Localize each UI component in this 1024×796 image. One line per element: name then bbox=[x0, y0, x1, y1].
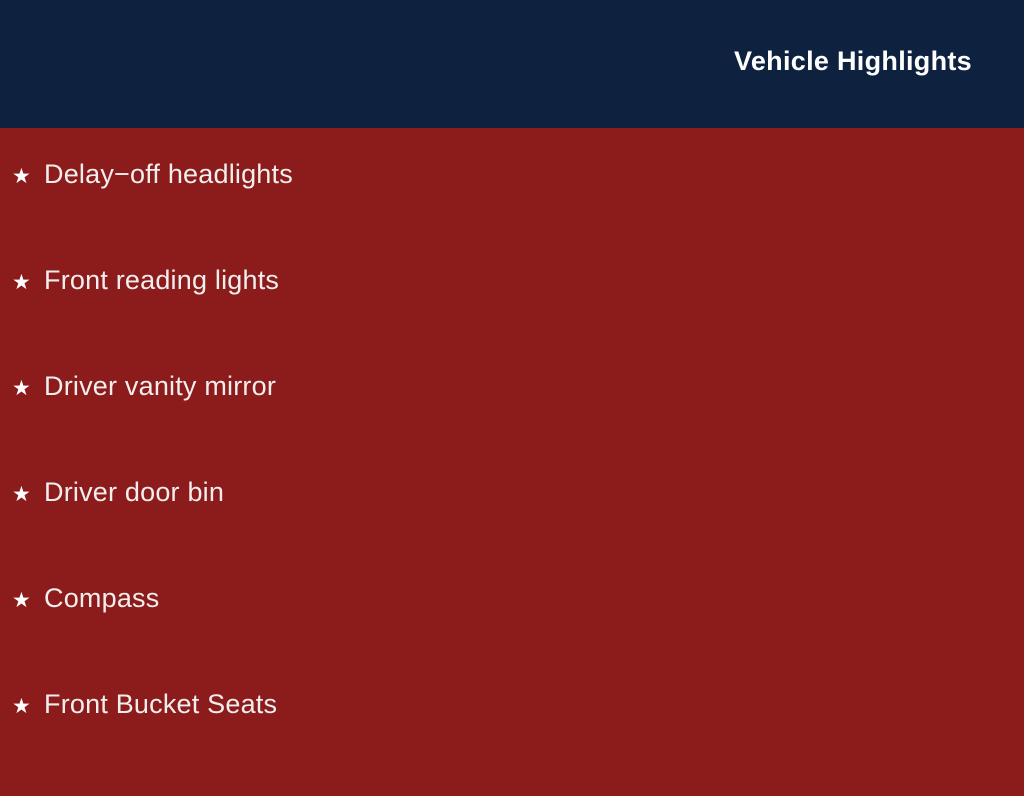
list-item bbox=[0, 266, 1024, 372]
slide-header-bar bbox=[0, 0, 1024, 128]
list-item-label: Delay−off headlights bbox=[44, 159, 293, 189]
list-item-label: Front Bucket Seats bbox=[44, 689, 278, 719]
list-item bbox=[0, 584, 1024, 690]
list-item bbox=[0, 372, 1024, 478]
list-item bbox=[0, 478, 1024, 584]
list-item bbox=[0, 690, 1024, 796]
star-icon: ★ bbox=[12, 377, 31, 400]
list-item-label: Front reading lights bbox=[44, 265, 280, 295]
star-icon: ★ bbox=[12, 165, 31, 188]
star-icon: ★ bbox=[12, 271, 31, 294]
list-item-label: Driver door bin bbox=[44, 477, 225, 507]
star-icon: ★ bbox=[12, 695, 31, 718]
list-item-label: Compass bbox=[44, 583, 160, 613]
highlights-list bbox=[0, 128, 1024, 796]
list-item bbox=[0, 160, 1024, 266]
star-icon: ★ bbox=[12, 589, 31, 612]
list-item-label: Driver vanity mirror bbox=[44, 371, 277, 401]
page-title: Vehicle Highlights bbox=[734, 46, 972, 76]
star-icon: ★ bbox=[12, 483, 31, 506]
